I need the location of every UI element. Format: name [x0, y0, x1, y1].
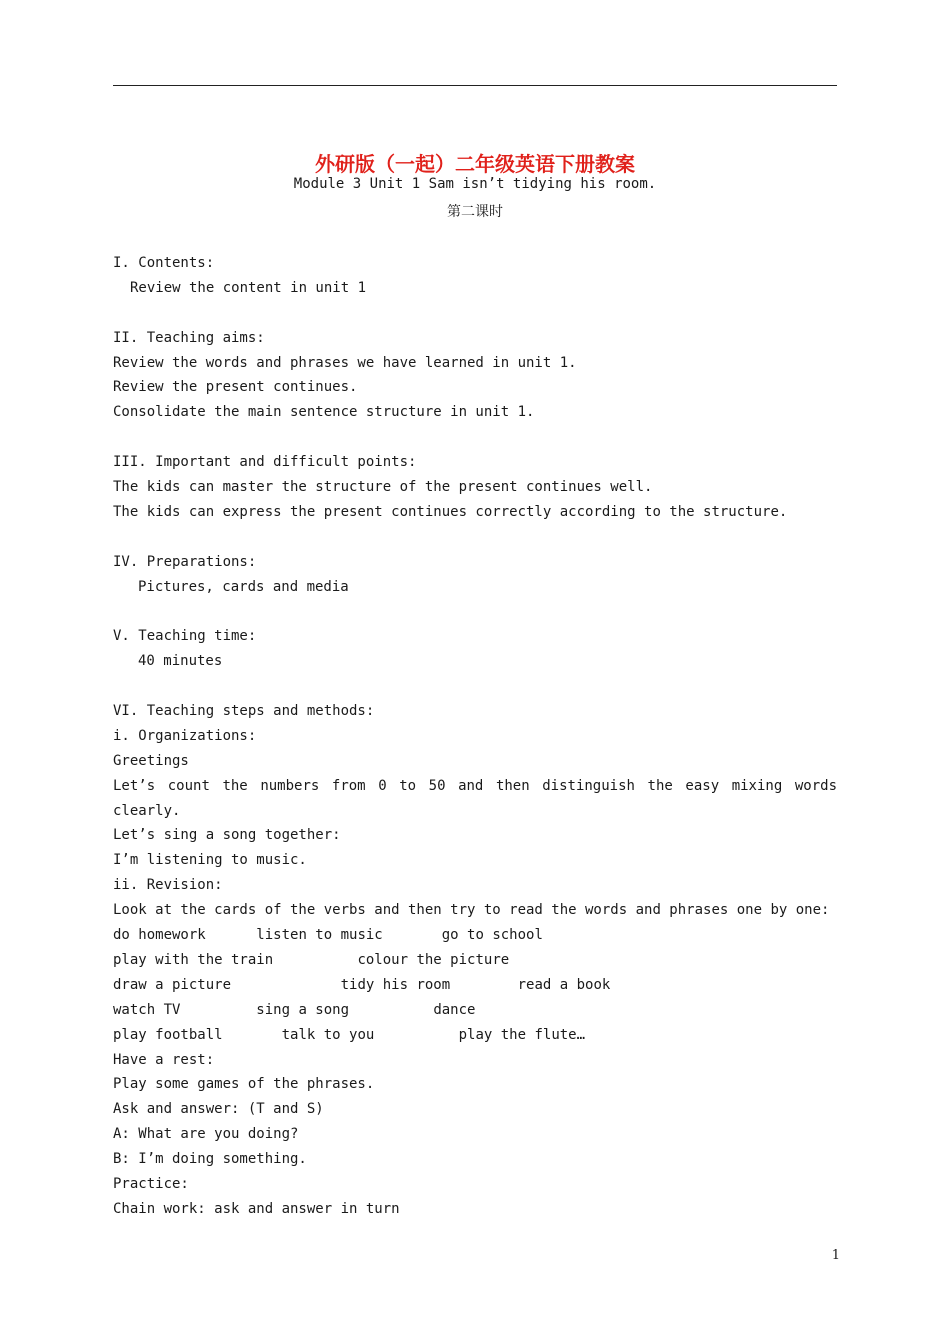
org-heading: i. Organizations:: [113, 727, 257, 744]
time-heading: V. Teaching time:: [113, 628, 257, 645]
document-title: 外研版（一起）二年级英语下册教案: [315, 152, 635, 176]
practice-heading: Practice:: [113, 1175, 189, 1192]
prep-heading: IV. Preparations:: [113, 553, 257, 570]
lesson-label: 第二课时: [447, 204, 503, 220]
phrase: tidy his room: [340, 976, 451, 993]
blank-line: [113, 674, 837, 699]
chain-text: Chain work: ask and answer in turn: [113, 1200, 400, 1217]
phrase: colour the picture: [357, 951, 510, 968]
points-heading: III. Important and difficult points:: [113, 454, 417, 471]
blank-line: [113, 525, 837, 550]
song-title: I’m listening to music.: [113, 852, 307, 869]
phrase: do homework: [113, 927, 206, 944]
point-item: The kids can master the structure of the present continues well.: [113, 479, 653, 496]
prep-text: Pictures, cards and media: [138, 578, 349, 595]
blank-line: [113, 425, 837, 450]
revision-intro: Look at the cards of the verbs and then try to read the words and phrases one by one:: [113, 902, 830, 919]
aims-heading: II. Teaching aims:: [113, 329, 265, 346]
sing-text: Let’s sing a song together:: [113, 827, 341, 844]
phrase-row: [113, 998, 837, 1023]
phrase: dance: [433, 1001, 476, 1018]
phrase-row: [113, 973, 837, 998]
aim-item: Review the present continues.: [113, 379, 358, 396]
phrase: talk to you: [281, 1026, 375, 1043]
document-body: [113, 251, 837, 1222]
contents-heading: I. Contents:: [113, 255, 215, 271]
phrase: draw a picture: [113, 976, 232, 993]
steps-heading: VI. Teaching steps and methods:: [113, 703, 375, 720]
greetings-text: Greetings: [113, 752, 189, 769]
phrase-row: [113, 1023, 837, 1048]
document-subtitle: Module 3 Unit 1 Sam isn’t tidying his room.: [293, 176, 657, 192]
phrase: play with the train: [113, 951, 274, 968]
phrase: listen to music: [256, 927, 383, 944]
phrase-row: [113, 923, 837, 948]
ask-answer-text: Ask and answer: (T and S): [113, 1101, 324, 1118]
phrase: go to school: [441, 927, 543, 944]
revision-heading: ii. Revision:: [113, 877, 223, 894]
count-line-cont: clearly.: [113, 802, 181, 819]
dialog-line-b: B: I’m doing something.: [113, 1151, 307, 1168]
phrase: play football: [113, 1026, 223, 1043]
aim-item: Review the words and phrases we have learned in unit 1.: [113, 354, 577, 371]
games-text: Play some games of the phrases.: [113, 1076, 375, 1093]
point-item: The kids can express the present continues correctly according to the structure.: [113, 503, 788, 520]
phrase: play the flute…: [458, 1026, 586, 1043]
phrase: read a book: [517, 976, 611, 993]
time-text: 40 minutes: [138, 653, 223, 670]
blank-line: [113, 301, 837, 326]
contents-text: Review the content in unit 1: [130, 279, 367, 296]
blank-line: [113, 599, 837, 624]
phrase: sing a song: [256, 1001, 350, 1018]
header-rule: [113, 85, 837, 86]
rest-text: Have a rest:: [113, 1051, 215, 1068]
count-line: Let’s count the numbers from 0 to 50 and then distinguish the easy mixing words: [113, 777, 837, 794]
dialog-line-a: A: What are you doing?: [113, 1126, 299, 1143]
page-number: 1: [831, 1248, 840, 1263]
aim-item: Consolidate the main sentence structure in unit 1.: [113, 404, 535, 421]
phrase: watch TV: [113, 1001, 181, 1018]
phrase-row: [113, 948, 837, 973]
